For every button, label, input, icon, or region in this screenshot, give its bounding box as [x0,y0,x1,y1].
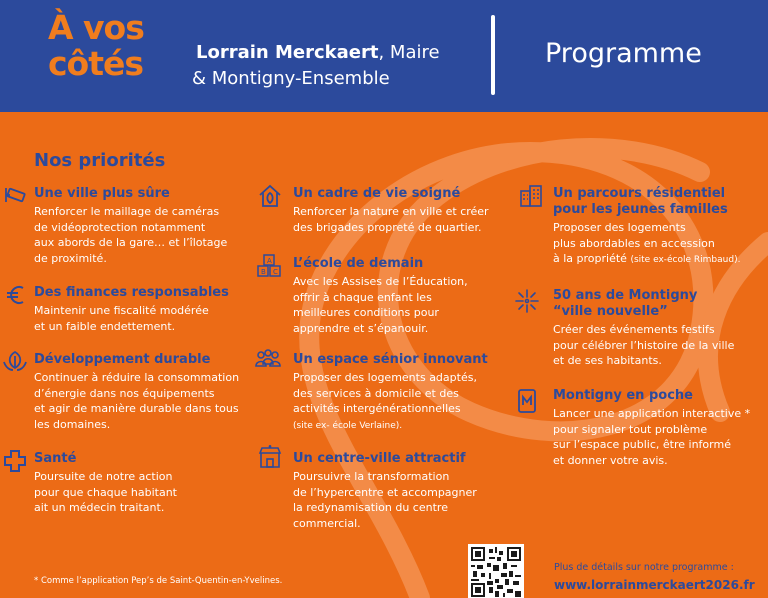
priority-title: Montigny en poche [553,388,693,403]
priority-developpement [34,352,239,432]
euro-icon [4,282,30,308]
camera-icon [4,184,30,210]
website-link[interactable]: www.lorrainmerckaert2026.fr [554,578,755,592]
priority-text: Renforcer le maillage de caméras de vidéoprotection notamment aux abords de la gare… et l’îlotage de proximité. [34,205,228,265]
priority-text: Continuer à réduire la consommation d’énergie dans nos équipements et agir de manière durable dans tous les domaines. [34,371,240,431]
priority-title: Des finances responsables [34,285,229,300]
priority-cadre-de-vie [293,186,489,235]
priority-title: 50 ans de Montigny “ville nouvelle” [553,288,698,319]
section-title: Nos priorités [34,150,166,171]
priority-title: Un espace sénior innovant [293,352,488,367]
priority-text: Poursuivre la transformation de l’hypercentre et accompagner la redynamisation du centre commercial. [293,470,477,530]
priority-text: Lancer une application interactive * pour signaler tout problème sur l’espace public, être informé et donner votre avis. [553,407,751,467]
priority-title: Un cadre de vie soigné [293,186,461,201]
priority-finances [34,285,229,334]
priority-montigny-en-poche [553,388,750,468]
priority-title: Une ville plus sûre [34,186,170,201]
building-icon [518,183,544,209]
health-cross-icon [2,448,28,474]
priority-senior [293,352,488,434]
priority-title: L’école de demain [293,256,424,271]
slogan-line-1: À vos [48,8,144,47]
svg-text:C: C [273,268,278,276]
house-leaf-icon [257,183,283,209]
priority-title: Un parcours résidentiel pour les jeunes familles [553,186,728,217]
abc-blocks-icon [257,252,283,278]
priority-text: Renforcer la nature en ville et créer des brigades propreté de quartier. [293,205,489,234]
seniors-group-icon [255,346,281,372]
list-name: & Montigny-Ensemble [192,68,390,89]
priority-text: Proposer des logements adaptés, des services à domicile et des activités intergénérationnelles (site ex- école Verlaine). [293,371,477,431]
priority-title: Un centre-ville attractif [293,451,466,466]
priority-parcours-residentiel [553,186,740,269]
slogan [48,10,144,82]
header-banner [0,0,768,112]
priority-text: Proposer des logements plus abordables en accession à la propriété (site ex-école Rimbaud). [553,221,741,265]
mayor-block [192,40,440,92]
priority-title: Santé [34,451,77,466]
leaf-hands-icon [2,348,28,374]
priority-text: Créer des événements festifs pour célébrer l’histoire de la ville et de ses habitants. [553,323,735,367]
qr-code[interactable] [468,544,524,598]
priority-ecole [293,256,468,336]
firework-icon [514,288,540,314]
priority-text: Avec les Assises de l’Éducation, offrir à chaque enfant les meilleures conditions pour apprendre et s’épanouir. [293,275,468,335]
page-title: Programme [545,38,702,69]
mayor-role: , Maire [378,42,440,63]
more-details-label: Plus de détails sur notre programme : [554,562,734,573]
priority-text: Maintenir une fiscalité modérée et un faible endettement. [34,304,209,333]
shop-icon [257,444,283,470]
header-divider [491,15,495,95]
priority-sante [34,451,177,516]
slogan-line-2: côtés [48,44,144,83]
footnote: * Comme l’application Pep’s de Saint-Quentin-en-Yvelines. [34,576,283,586]
priority-50-ans [553,288,734,369]
priority-centre-ville [293,451,477,531]
svg-text:B: B [261,268,266,276]
priority-title: Développement durable [34,352,211,367]
phone-app-icon [514,388,540,414]
priority-securite [34,186,227,266]
priority-text: Poursuite de notre action pour que chaque habitant ait un médecin traitant. [34,470,177,514]
mayor-name: Lorrain Merckaert [196,42,379,63]
svg-text:A: A [267,257,272,265]
